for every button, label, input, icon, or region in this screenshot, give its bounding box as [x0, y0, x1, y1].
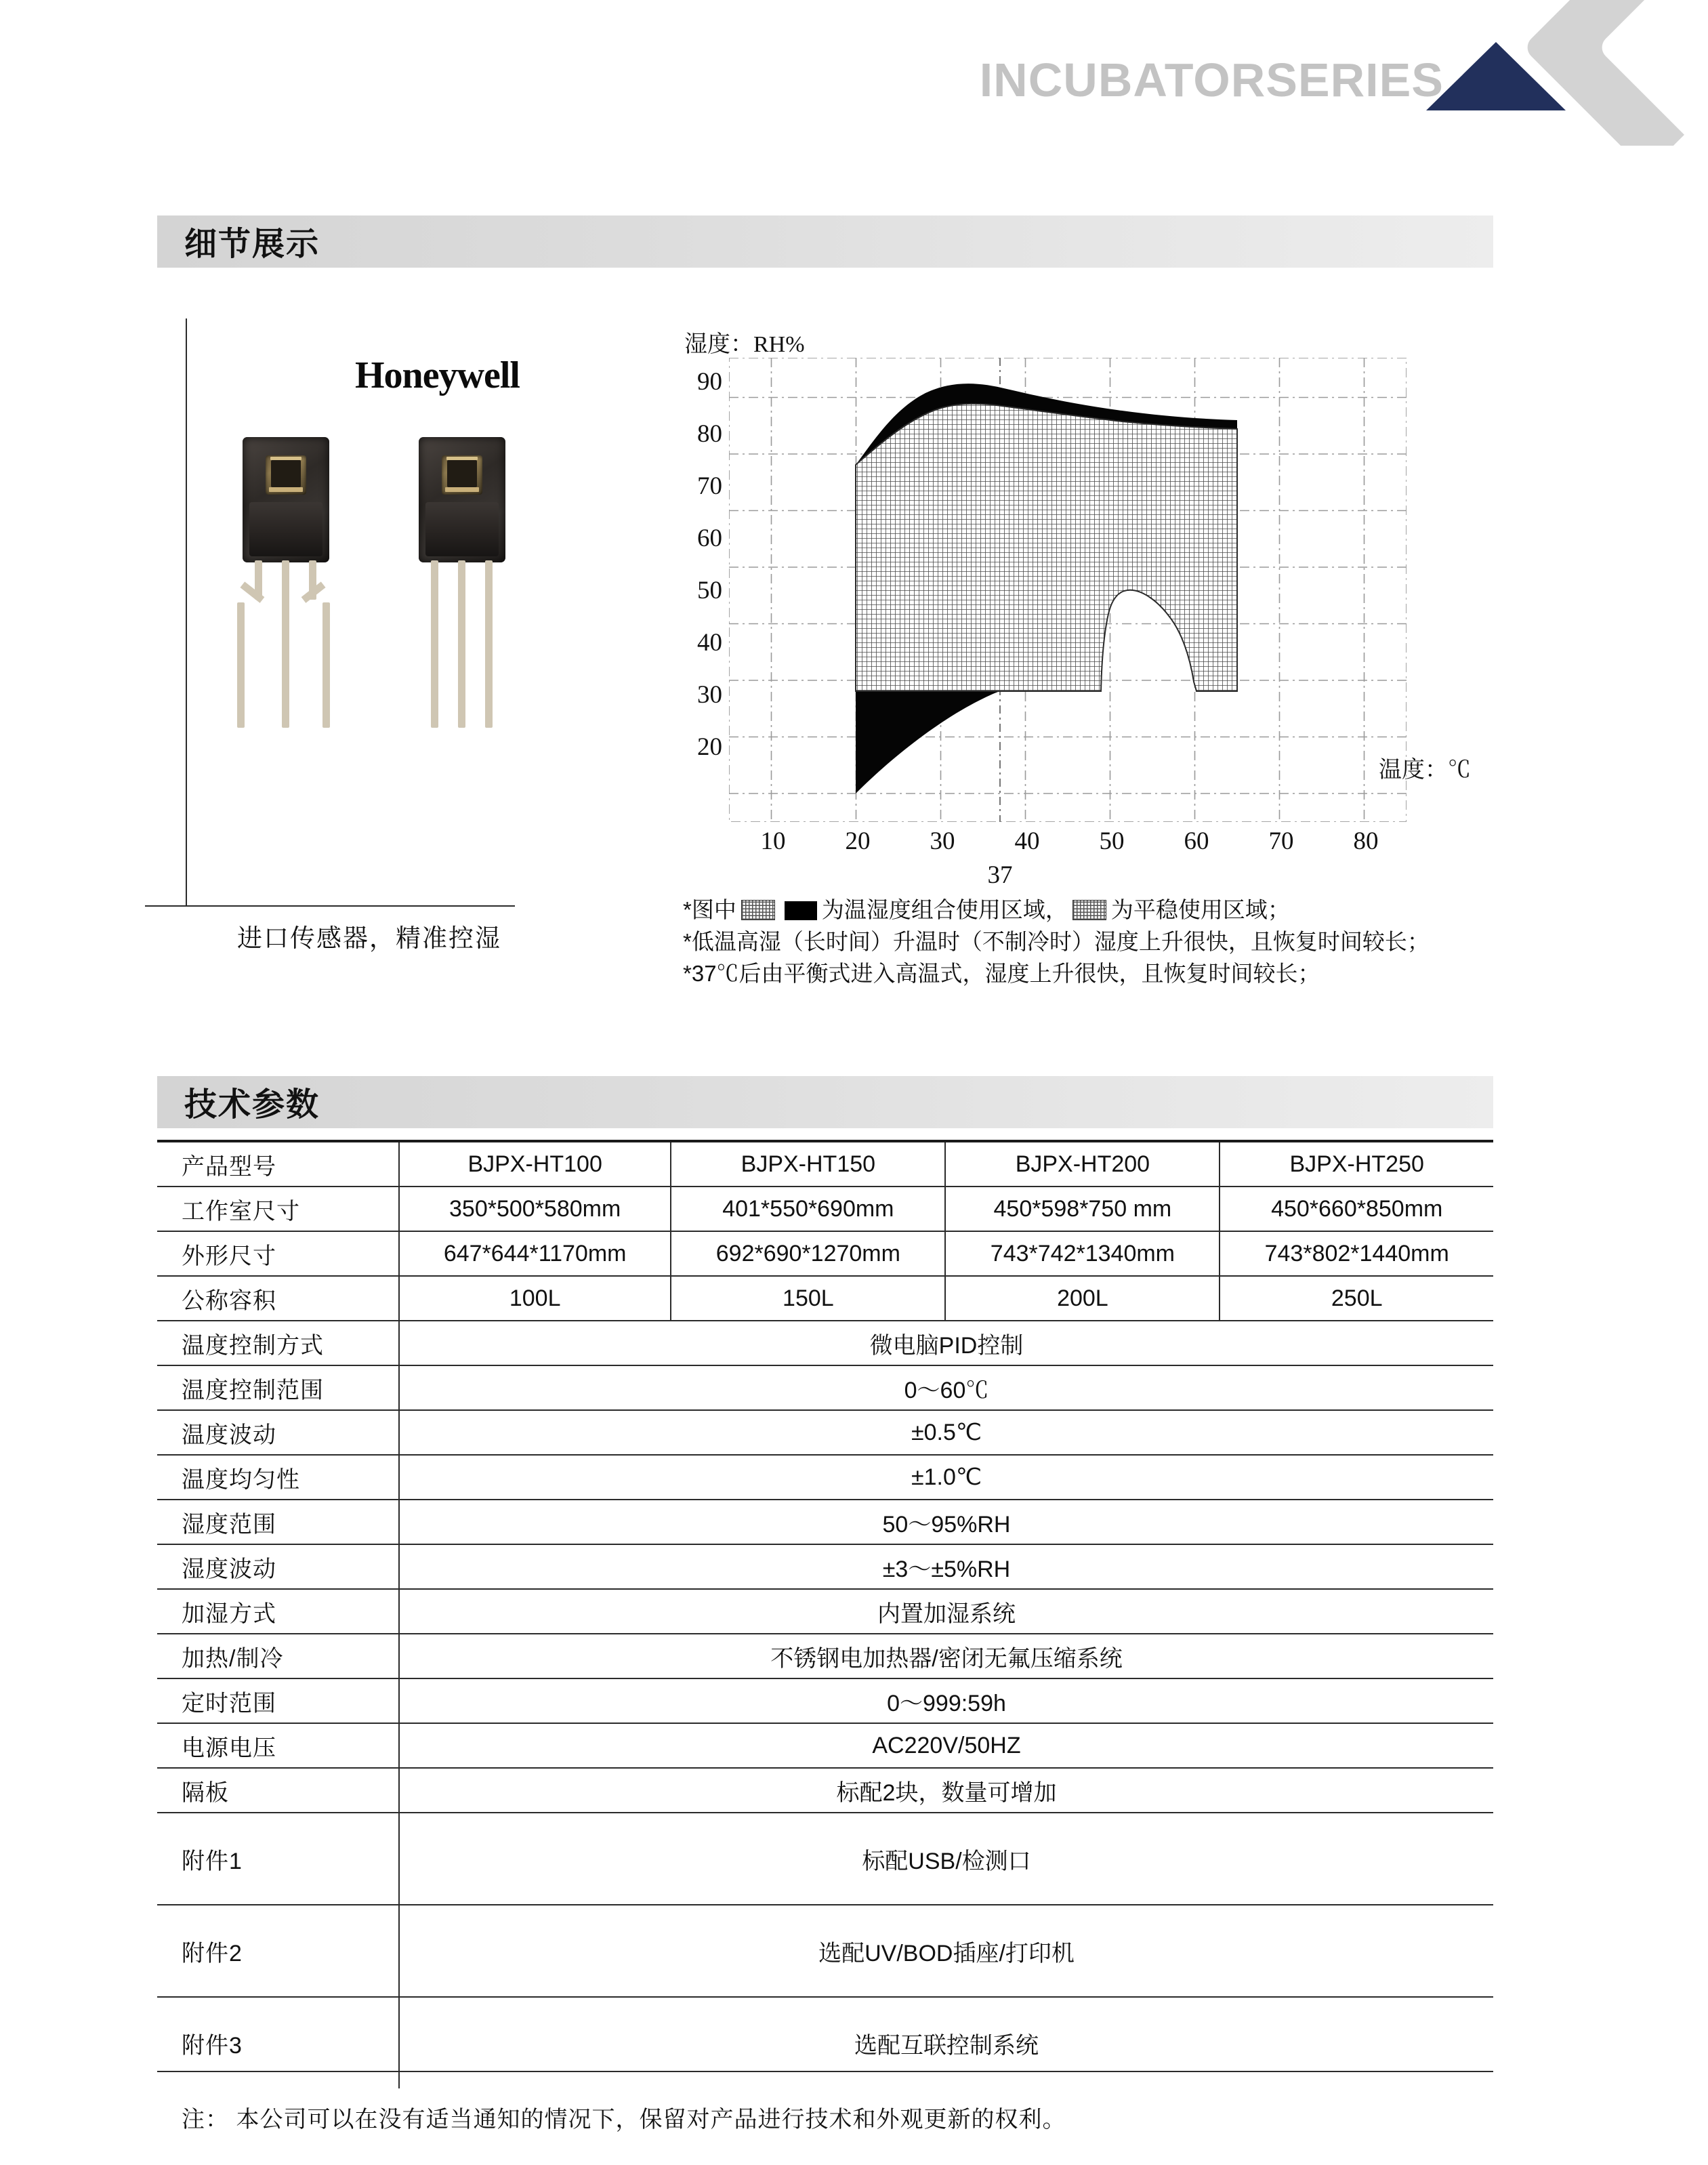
sensor-photo-block — [186, 318, 565, 952]
sensor-gold-bottom — [445, 487, 479, 492]
banner-title: INCUBATORSERIES — [979, 54, 1444, 106]
row-label: 附件1 — [157, 1813, 399, 1905]
row-value: 692*690*1270mm — [671, 1231, 945, 1276]
row-value: 150L — [671, 1276, 945, 1321]
note-mid: 为温湿度组合使用区域， — [821, 897, 1068, 922]
row-value: 250L — [1220, 1276, 1493, 1321]
sensor-lower-face — [425, 502, 499, 556]
row-value: ±1.0℃ — [399, 1455, 1493, 1500]
chart-x-tick: 10 — [760, 827, 786, 855]
row-label: 电源电压 — [157, 1723, 399, 1768]
row-label: 公称容积 — [157, 1276, 399, 1321]
honeywell-logo: Honeywell — [355, 354, 520, 396]
chart-y-axis-label: 湿度：RH% — [684, 332, 805, 357]
photo-caption: 进口传感器，精准控湿 — [237, 924, 501, 952]
row-value: 0～999:59h — [399, 1678, 1493, 1723]
table-row — [157, 1500, 1493, 1544]
spec-table-bottom-rule — [157, 2071, 1493, 2072]
sensor-pin — [458, 560, 465, 728]
row-label: 加湿方式 — [157, 1589, 399, 1634]
sensor-lower-face — [249, 502, 322, 556]
table-row — [157, 1997, 1493, 2088]
row-value: 内置加湿系统 — [399, 1589, 1493, 1634]
row-value: 选配互联控制系统 — [399, 1997, 1493, 2088]
row-label: 温度控制方式 — [157, 1321, 399, 1365]
legend-solid-swatch-icon — [785, 901, 817, 920]
row-value: 743*742*1340mm — [945, 1231, 1220, 1276]
sensor-window — [266, 455, 306, 495]
row-value: 647*644*1170mm — [399, 1231, 671, 1276]
row-value: 不锈钢电加热器/密闭无氟压缩系统 — [399, 1634, 1493, 1678]
row-value: 标配USB/检测口 — [399, 1813, 1493, 1905]
chart-black-wedge-lower — [856, 691, 1000, 793]
photo-frame-left-rule — [186, 318, 187, 905]
spec-table — [157, 1140, 1493, 2088]
sensor-pin — [322, 602, 330, 728]
row-value: 743*802*1440mm — [1220, 1231, 1493, 1276]
table-row — [157, 1813, 1493, 1905]
row-label: 湿度波动 — [157, 1544, 399, 1589]
row-label: 温度波动 — [157, 1410, 399, 1455]
chart-y-tick: 80 — [697, 420, 722, 448]
row-value: 50～95%RH — [399, 1500, 1493, 1544]
section-title-details: 细节展示 — [184, 226, 320, 262]
table-row — [157, 1905, 1493, 1997]
sensor-die — [271, 460, 301, 487]
section-header-details — [157, 215, 1493, 268]
chart-note-legend — [683, 894, 1503, 926]
row-value: 0～60℃ — [399, 1365, 1493, 1410]
row-value: AC220V/50HZ — [399, 1723, 1493, 1768]
chart-x-axis-label: 温度：℃ — [1379, 758, 1471, 783]
chart-x-tick: 80 — [1353, 827, 1379, 855]
table-row — [157, 1187, 1493, 1231]
page-banner — [0, 0, 1708, 146]
table-row — [157, 1365, 1493, 1410]
row-label: 附件3 — [157, 1997, 399, 2088]
chart-legend-notes — [683, 894, 1503, 990]
row-label: 定时范围 — [157, 1678, 399, 1723]
row-value: ±0.5℃ — [399, 1410, 1493, 1455]
row-value: BJPX-HT200 — [945, 1141, 1220, 1187]
row-value: 100L — [399, 1276, 671, 1321]
spec-table-footnote: 注： 本公司可以在没有适当通知的情况下，保留对产品进行技术和外观更新的权利。 — [182, 2107, 1066, 2132]
chart-x-tick: 60 — [1184, 827, 1209, 855]
chart-svg — [729, 358, 1407, 822]
chart-x-tick: 50 — [1099, 827, 1125, 855]
table-row — [157, 1768, 1493, 1813]
row-value: 选配UV/BOD插座/打印机 — [399, 1905, 1493, 1997]
table-row — [157, 1276, 1493, 1321]
row-label: 工作室尺寸 — [157, 1187, 399, 1231]
chart-y-tick: 90 — [697, 368, 722, 396]
row-value: BJPX-HT250 — [1220, 1141, 1493, 1187]
row-label: 湿度范围 — [157, 1500, 399, 1544]
chart-x-tick: 40 — [1014, 827, 1040, 855]
table-row — [157, 1455, 1493, 1500]
legend-hatch-swatch-icon — [741, 900, 775, 920]
chart-note-2: *低温高湿（长时间）升温时（不制冷时）湿度上升很快，且恢复时间较长； — [683, 928, 1430, 954]
humidity-temperature-chart — [671, 325, 1497, 922]
sensor-pin — [282, 560, 289, 728]
row-label: 加热/制冷 — [157, 1634, 399, 1678]
chart-note-3: *37℃后由平衡式进入高温式，湿度上升很快，且恢复时间较长； — [683, 960, 1320, 986]
chart-plot-area — [729, 358, 1407, 822]
chart-y-tick: 20 — [697, 733, 722, 761]
table-row — [157, 1589, 1493, 1634]
sensor-die — [447, 460, 477, 487]
row-label: 隔板 — [157, 1768, 399, 1813]
row-value: 401*550*690mm — [671, 1187, 945, 1231]
table-row — [157, 1634, 1493, 1678]
sensor-pin — [431, 560, 438, 728]
row-value: 350*500*580mm — [399, 1187, 671, 1231]
chart-y-tick: 70 — [697, 472, 722, 500]
section-title-specs: 技术参数 — [184, 1086, 320, 1123]
chart-x-tick: 20 — [845, 827, 871, 855]
table-row — [157, 1544, 1493, 1589]
sensor-pin — [485, 560, 493, 728]
table-row — [157, 1231, 1493, 1276]
row-label: 温度均匀性 — [157, 1455, 399, 1500]
table-row — [157, 1410, 1493, 1455]
row-value: BJPX-HT150 — [671, 1141, 945, 1187]
row-label: 外形尺寸 — [157, 1231, 399, 1276]
row-label: 温度控制范围 — [157, 1365, 399, 1410]
row-value: 微电脑PID控制 — [399, 1321, 1493, 1365]
row-value: 标配2块，数量可增加 — [399, 1768, 1493, 1813]
chart-y-tick: 30 — [697, 681, 722, 709]
note-prefix: *图中 — [683, 897, 736, 922]
legend-hatch-swatch-icon-2 — [1072, 900, 1106, 920]
row-label: 产品型号 — [157, 1141, 399, 1187]
spec-table-body — [157, 1141, 1493, 2088]
sensor-pin — [237, 602, 245, 728]
chart-x-tick: 70 — [1268, 827, 1294, 855]
section-header-specs — [157, 1076, 1493, 1128]
row-value: 450*598*750 mm — [945, 1187, 1220, 1231]
table-row — [157, 1678, 1493, 1723]
sensor-gold-bottom — [269, 487, 303, 492]
photo-frame-bottom-rule — [145, 905, 515, 907]
row-value: 200L — [945, 1276, 1220, 1321]
chart-x-tick: 30 — [930, 827, 955, 855]
row-value: 450*660*850mm — [1220, 1187, 1493, 1231]
table-row — [157, 1321, 1493, 1365]
chart-marker-37-label: 37 — [987, 861, 1013, 889]
table-row — [157, 1141, 1493, 1187]
chart-y-tick: 60 — [697, 524, 722, 552]
banner-triangle-logo — [1426, 42, 1566, 110]
chart-y-tick: 40 — [697, 629, 722, 657]
note-suffix: 为平稳使用区域； — [1110, 897, 1290, 922]
row-label: 附件2 — [157, 1905, 399, 1997]
row-value: ±3～±5%RH — [399, 1544, 1493, 1589]
chart-y-tick: 50 — [697, 577, 722, 604]
row-value: BJPX-HT100 — [399, 1141, 671, 1187]
chart-hatched-region — [856, 404, 1237, 691]
sensor-window — [442, 455, 482, 495]
table-row — [157, 1723, 1493, 1768]
